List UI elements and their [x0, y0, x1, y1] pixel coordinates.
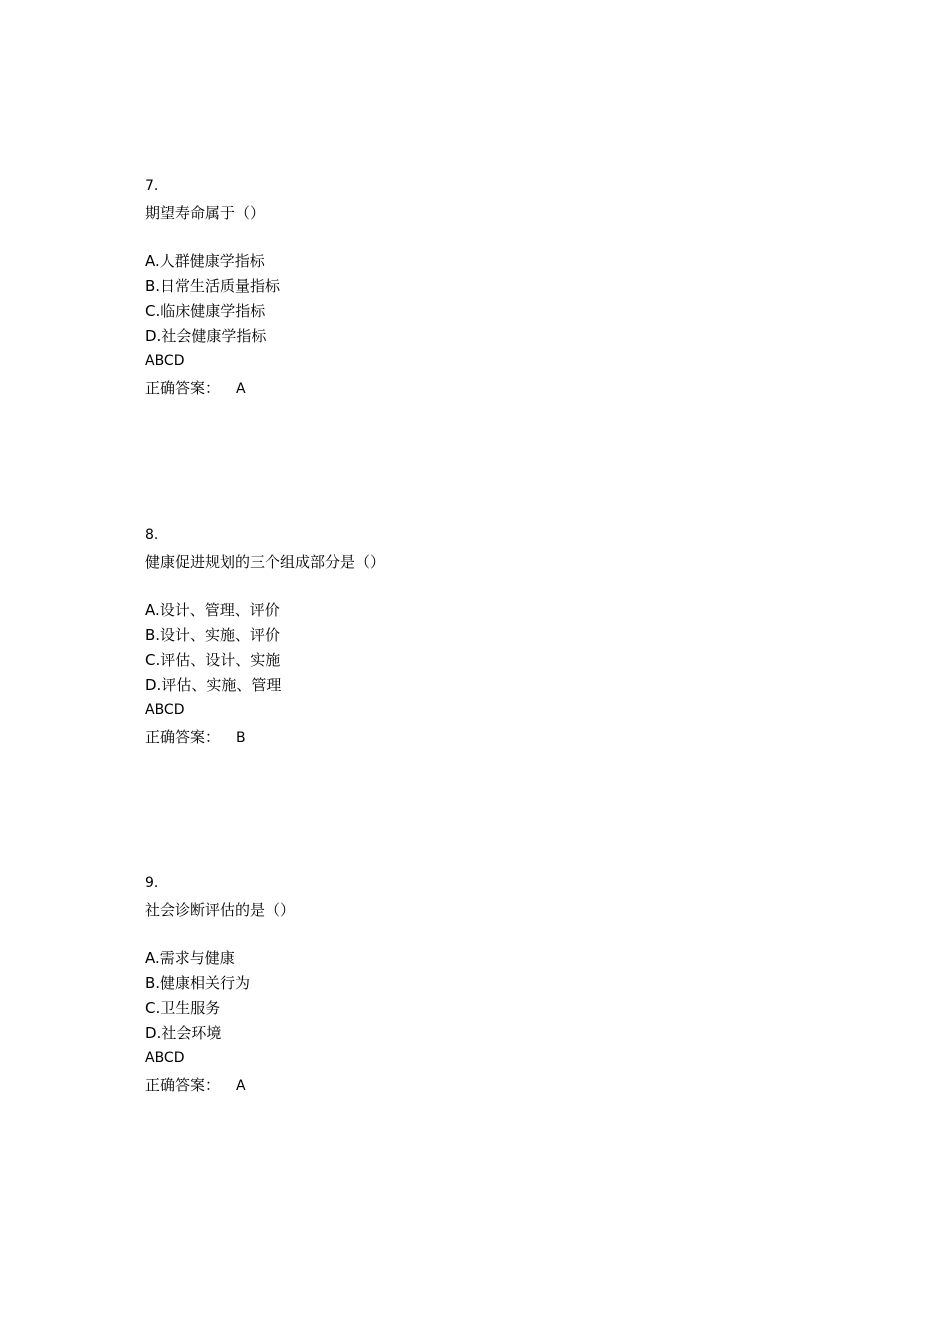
question-9: [145, 873, 845, 1098]
question-number: 8.: [145, 527, 159, 543]
option-c: C.卫生服务: [145, 999, 221, 1017]
option-list: [145, 598, 845, 698]
choice-letters: ABCD: [145, 353, 185, 369]
choice-letters: ABCD: [145, 1050, 185, 1066]
option-b: B.设计、实施、评价: [145, 626, 281, 644]
question-8: [145, 525, 845, 750]
correct-answer: [145, 725, 845, 750]
option-d: D.社会环境: [145, 1024, 222, 1042]
correct-answer: [145, 1073, 845, 1098]
answer-value: A: [236, 1078, 246, 1094]
option-a: A.设计、管理、评价: [145, 601, 280, 619]
option-d: D.社会健康学指标: [145, 327, 267, 345]
option-a: A.需求与健康: [145, 949, 235, 967]
question-number: 9.: [145, 875, 159, 891]
question-stem: 期望寿命属于（）: [145, 204, 266, 222]
question-number: 7.: [145, 178, 159, 194]
answer-label: 正确答案：: [145, 379, 221, 397]
answer-label: 正确答案：: [145, 728, 221, 746]
option-c: C.临床健康学指标: [145, 302, 266, 320]
answer-value: B: [236, 730, 246, 746]
option-c: C.评估、设计、实施: [145, 651, 281, 669]
correct-answer: [145, 376, 845, 401]
answer-label: 正确答案：: [145, 1076, 221, 1094]
option-d: D.评估、实施、管理: [145, 676, 282, 694]
question-stem: 社会诊断评估的是（）: [145, 901, 296, 919]
option-list: [145, 946, 845, 1046]
question-7: [145, 176, 845, 401]
question-stem: 健康促进规划的三个组成部分是（）: [145, 553, 386, 571]
choice-letters: ABCD: [145, 702, 185, 718]
option-b: B.健康相关行为: [145, 974, 251, 992]
option-a: A.人群健康学指标: [145, 252, 265, 270]
option-b: B.日常生活质量指标: [145, 277, 281, 295]
answer-value: A: [236, 381, 246, 397]
option-list: [145, 249, 845, 349]
